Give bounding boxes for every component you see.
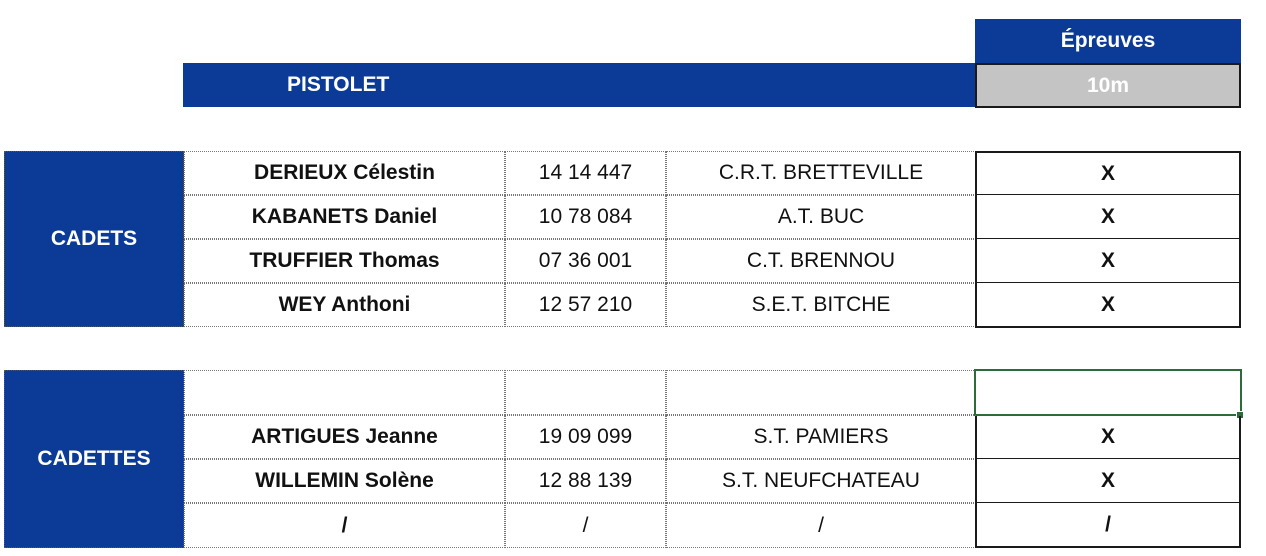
club-cell[interactable]: [666, 370, 976, 415]
club-cell[interactable]: S.T. NEUFCHATEAU: [666, 459, 976, 503]
club-cell[interactable]: S.T. PAMIERS: [666, 415, 976, 459]
license-cell[interactable]: 14 14 447: [505, 151, 666, 195]
athlete-name-cell[interactable]: [184, 370, 505, 415]
event-mark-cell[interactable]: X: [975, 416, 1241, 459]
license-cell[interactable]: /: [505, 503, 666, 548]
athlete-name-cell[interactable]: TRUFFIER Thomas: [184, 239, 505, 283]
athlete-name-cell[interactable]: WILLEMIN Solène: [184, 459, 505, 503]
selected-event-cell[interactable]: [974, 369, 1242, 416]
category-cadets[interactable]: CADETS: [4, 151, 184, 327]
event-mark-cell[interactable]: X: [975, 151, 1241, 195]
license-cell[interactable]: 12 57 210: [505, 283, 666, 327]
event-header-10m[interactable]: 10m: [975, 63, 1241, 108]
license-cell[interactable]: 10 78 084: [505, 195, 666, 239]
category-cadettes[interactable]: CADETTES: [4, 370, 184, 548]
club-cell[interactable]: C.T. BRENNOU: [666, 239, 976, 283]
club-cell[interactable]: /: [666, 503, 976, 548]
event-mark-cell[interactable]: /: [975, 503, 1241, 548]
athlete-name-cell[interactable]: ARTIGUES Jeanne: [184, 415, 505, 459]
discipline-header[interactable]: PISTOLET: [183, 63, 976, 107]
athlete-name-cell[interactable]: /: [184, 503, 505, 548]
license-cell[interactable]: 07 36 001: [505, 239, 666, 283]
license-cell[interactable]: 19 09 099: [505, 415, 666, 459]
club-cell[interactable]: S.E.T. BITCHE: [666, 283, 976, 327]
athlete-name-cell[interactable]: WEY Anthoni: [184, 283, 505, 327]
athlete-name-cell[interactable]: KABANETS Daniel: [184, 195, 505, 239]
event-mark-cell[interactable]: X: [975, 239, 1241, 283]
epreuves-header[interactable]: Épreuves: [975, 19, 1241, 63]
event-mark-cell[interactable]: X: [975, 459, 1241, 503]
athlete-name-cell[interactable]: DERIEUX Célestin: [184, 151, 505, 195]
event-mark-cell[interactable]: X: [975, 283, 1241, 328]
license-cell[interactable]: [505, 370, 666, 415]
club-cell[interactable]: A.T. BUC: [666, 195, 976, 239]
event-mark-cell[interactable]: X: [975, 195, 1241, 239]
license-cell[interactable]: 12 88 139: [505, 459, 666, 503]
club-cell[interactable]: C.R.T. BRETTEVILLE: [666, 151, 976, 195]
